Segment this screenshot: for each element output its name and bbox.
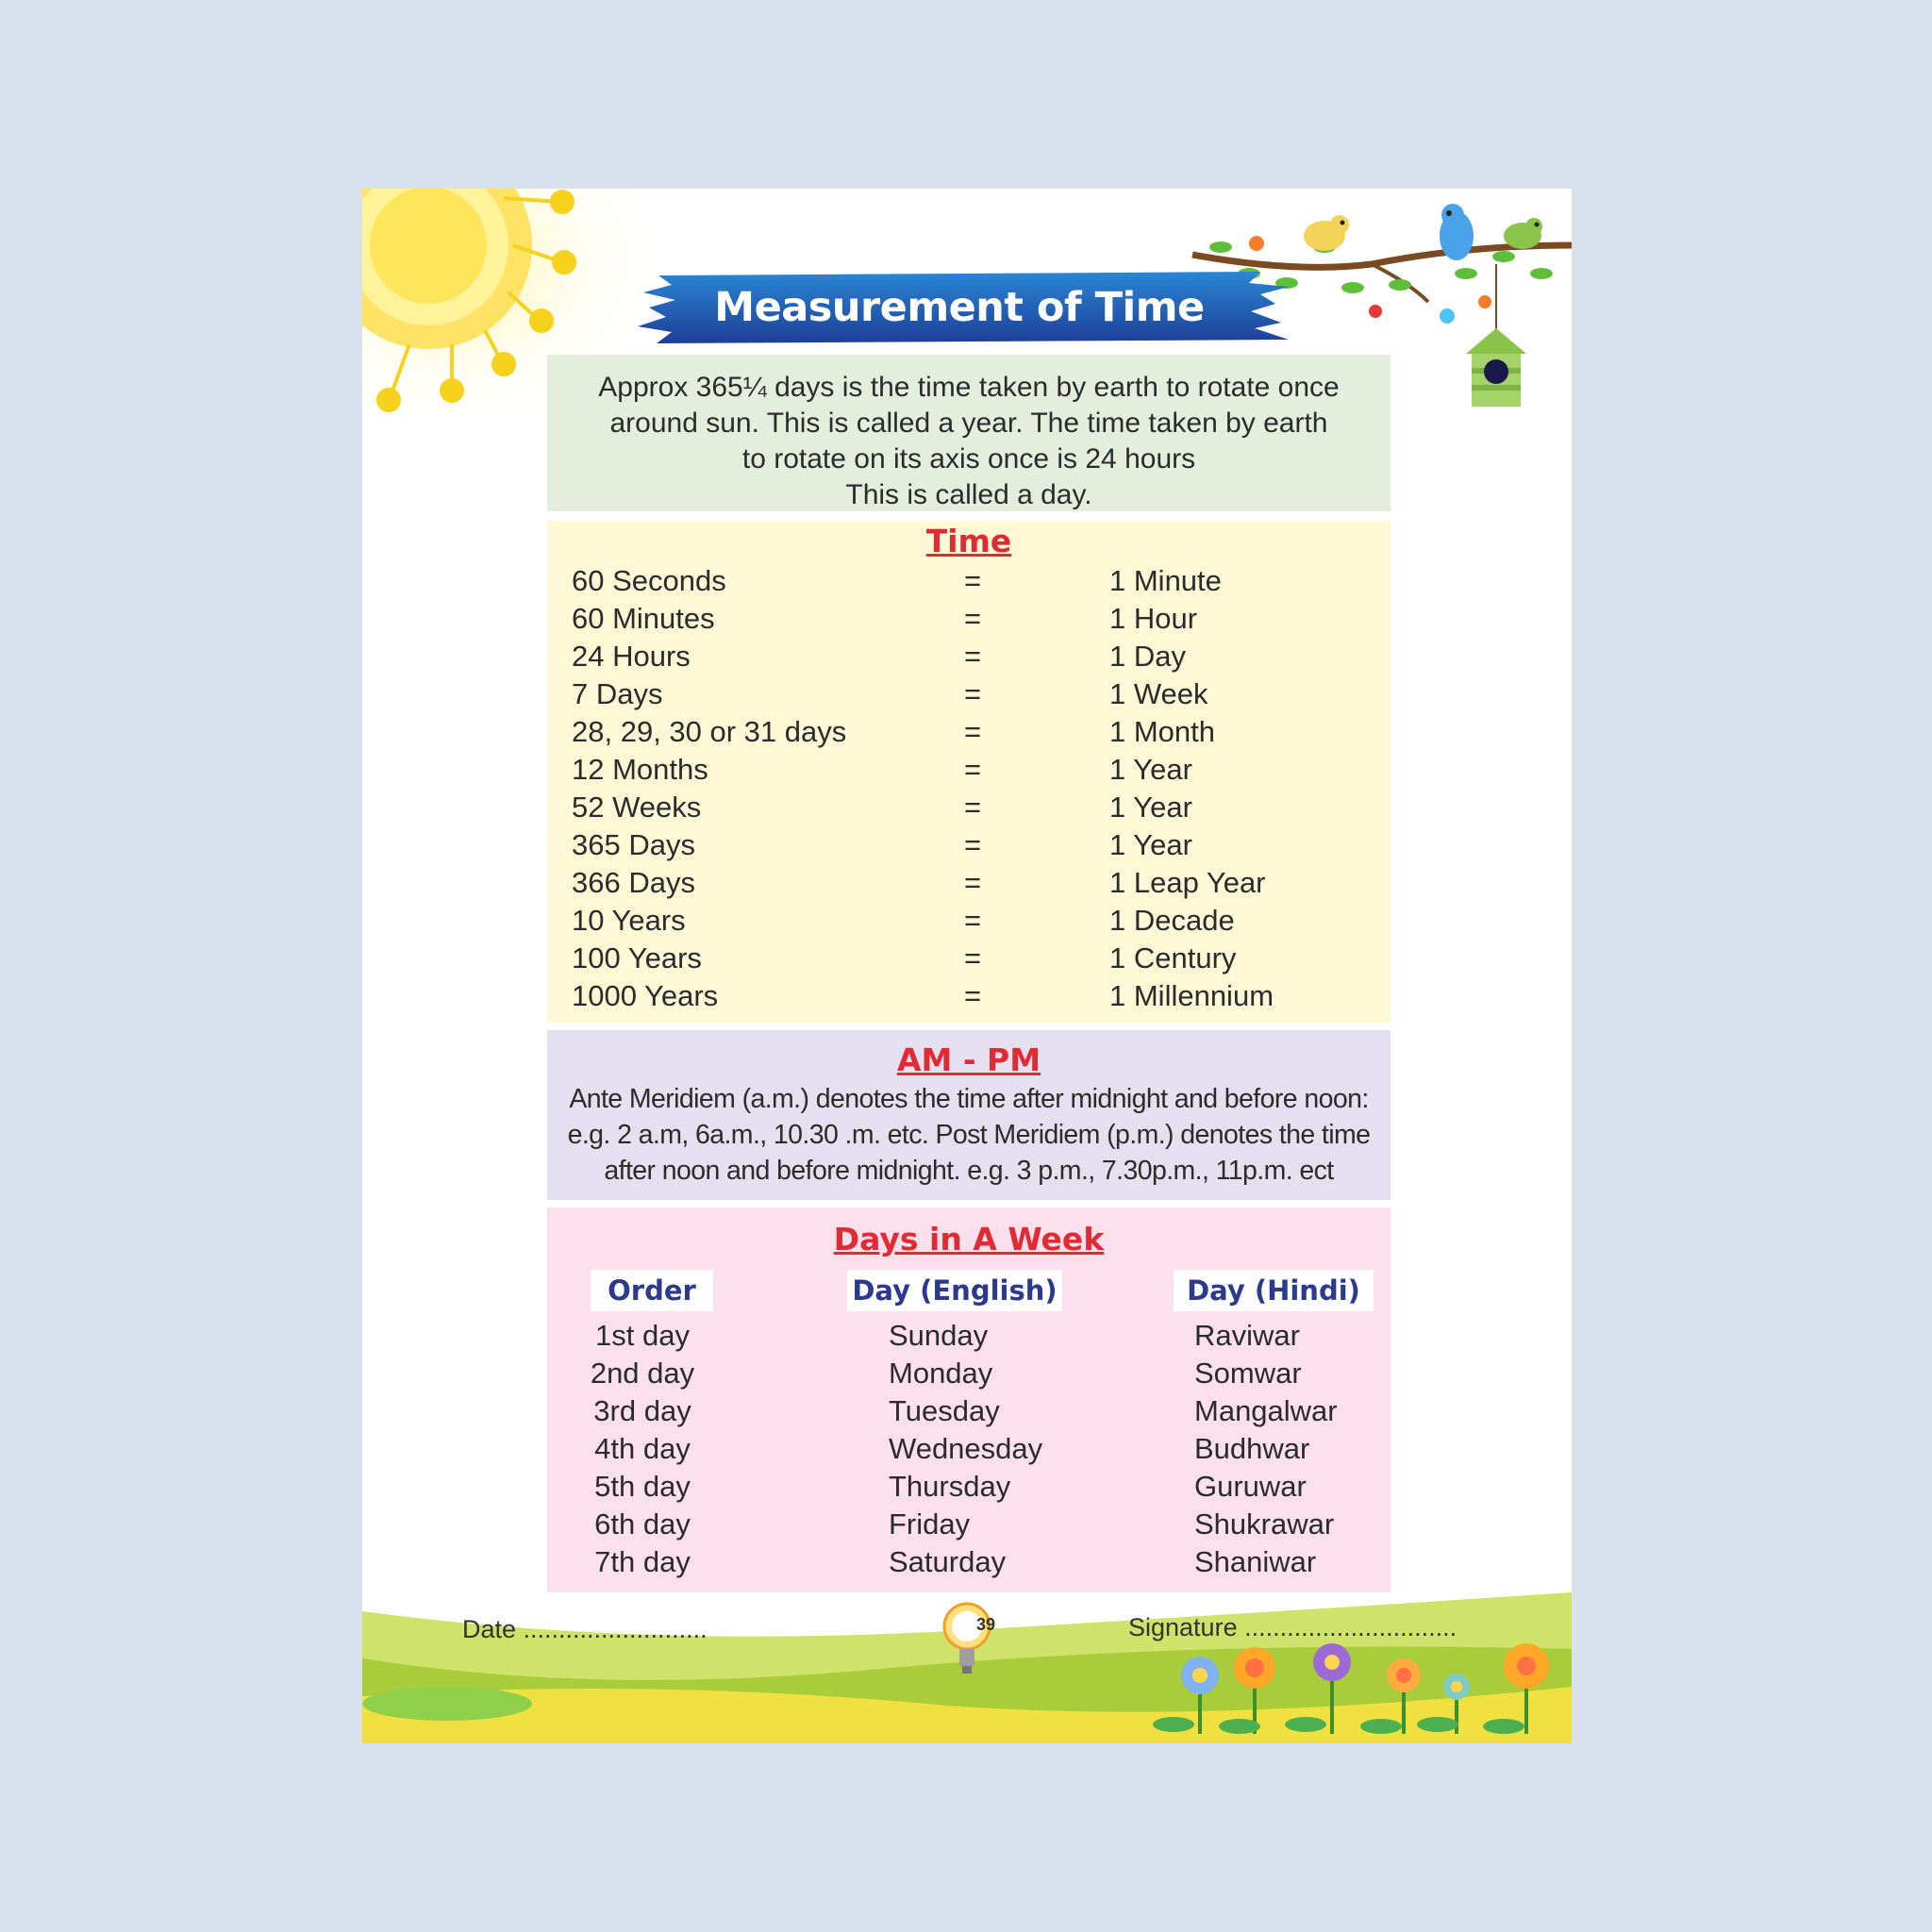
day-hindi: Raviwar bbox=[1194, 1319, 1300, 1352]
days-heading: Days in A Week bbox=[833, 1221, 1105, 1257]
day-hindi: Shaniwar bbox=[1194, 1545, 1317, 1578]
time-rhs: 1 Leap Year bbox=[1109, 866, 1266, 899]
day-hindi: Shukrawar bbox=[1194, 1507, 1335, 1541]
time-lhs: 100 Years bbox=[572, 941, 702, 974]
equals-sign: = bbox=[964, 640, 982, 673]
time-rhs: 1 Month bbox=[1109, 715, 1216, 748]
intro-line: This is called a day. bbox=[845, 479, 1092, 510]
time-lhs: 52 Weeks bbox=[572, 791, 702, 824]
ampm-line: Ante Meridiem (a.m.) denotes the time after midnight and before noon: bbox=[569, 1084, 1369, 1114]
time-rhs: 1 Year bbox=[1109, 828, 1192, 861]
time-row bbox=[547, 904, 1391, 941]
day-english: Friday bbox=[889, 1507, 971, 1541]
time-row bbox=[547, 979, 1391, 1017]
day-row bbox=[547, 1394, 1391, 1432]
day-row bbox=[547, 1470, 1391, 1507]
intro-line: Approx 365¼ days is the time taken by earth to rotate once bbox=[598, 372, 1340, 403]
date-field: Date .......................... bbox=[462, 1615, 708, 1643]
equals-sign: = bbox=[964, 602, 982, 635]
time-lhs: 7 Days bbox=[572, 677, 663, 710]
time-lhs: 28, 29, 30 or 31 days bbox=[572, 715, 847, 748]
day-order: 3rd day bbox=[593, 1394, 691, 1427]
day-hindi: Budhwar bbox=[1194, 1432, 1310, 1465]
signature-field: Signature .............................. bbox=[1128, 1613, 1457, 1641]
equals-sign: = bbox=[964, 904, 982, 937]
ampm-panel bbox=[547, 1030, 1391, 1200]
equals-sign: = bbox=[964, 941, 982, 974]
column-header-english: Day (English) bbox=[847, 1270, 1062, 1311]
time-row bbox=[547, 866, 1391, 904]
intro-line: around sun. This is called a year. The time taken by earth bbox=[609, 408, 1328, 439]
day-order: 7th day bbox=[594, 1545, 691, 1578]
day-hindi: Guruwar bbox=[1194, 1470, 1307, 1503]
ampm-line: after noon and before midnight. e.g. 3 p.m., 7.30p.m., 11p.m. ect bbox=[604, 1156, 1334, 1186]
equals-sign: = bbox=[964, 715, 982, 748]
page-number: 39 bbox=[975, 1615, 996, 1634]
time-row bbox=[547, 828, 1391, 866]
time-rhs: 1 Day bbox=[1109, 640, 1186, 673]
time-lhs: 1000 Years bbox=[572, 979, 719, 1012]
time-row bbox=[547, 564, 1391, 602]
day-order: 1st day bbox=[595, 1319, 690, 1352]
column-header-hindi: Day (Hindi) bbox=[1174, 1270, 1374, 1311]
time-rhs: 1 Year bbox=[1109, 753, 1192, 786]
page-title: Measurement of Time bbox=[714, 284, 1205, 331]
intro-text bbox=[547, 370, 1391, 513]
time-rhs: 1 Year bbox=[1109, 791, 1192, 824]
time-row bbox=[547, 941, 1391, 979]
days-panel bbox=[547, 1208, 1391, 1592]
time-lhs: 60 Minutes bbox=[572, 602, 715, 635]
time-row bbox=[547, 602, 1391, 640]
day-order: 5th day bbox=[594, 1470, 691, 1503]
day-english: Wednesday bbox=[889, 1432, 1043, 1465]
time-lhs: 366 Days bbox=[572, 866, 695, 899]
equals-sign: = bbox=[964, 677, 982, 710]
time-lhs: 24 Hours bbox=[572, 640, 691, 673]
ampm-heading: AM - PM bbox=[896, 1041, 1041, 1078]
equals-sign: = bbox=[964, 753, 982, 786]
day-row bbox=[547, 1432, 1391, 1470]
equals-sign: = bbox=[964, 791, 982, 824]
day-order: 2nd day bbox=[590, 1357, 695, 1390]
equals-sign: = bbox=[964, 979, 982, 1012]
time-rhs: 1 Millennium bbox=[1109, 979, 1274, 1012]
time-lhs: 60 Seconds bbox=[572, 564, 726, 597]
intro-panel bbox=[547, 355, 1391, 511]
day-order: 6th day bbox=[594, 1507, 691, 1541]
time-row bbox=[547, 677, 1391, 715]
day-english: Tuesday bbox=[889, 1394, 1000, 1427]
time-rhs: 1 Hour bbox=[1109, 602, 1198, 635]
day-order: 4th day bbox=[594, 1432, 691, 1465]
worksheet-page bbox=[362, 189, 1572, 1743]
time-lhs: 10 Years bbox=[572, 904, 686, 937]
time-row bbox=[547, 715, 1391, 753]
day-hindi: Mangalwar bbox=[1194, 1394, 1338, 1427]
time-rhs: 1 Minute bbox=[1109, 564, 1222, 597]
time-row bbox=[547, 791, 1391, 828]
day-row bbox=[547, 1545, 1391, 1583]
time-rhs: 1 Century bbox=[1109, 941, 1237, 974]
equals-sign: = bbox=[964, 866, 982, 899]
time-heading: Time bbox=[925, 523, 1012, 559]
ampm-line: e.g. 2 a.m, 6a.m., 10.30 .m. etc. Post Meridiem (p.m.) denotes the time bbox=[567, 1120, 1371, 1150]
time-rhs: 1 Week bbox=[1109, 677, 1208, 710]
day-hindi: Somwar bbox=[1194, 1357, 1302, 1390]
day-english: Thursday bbox=[889, 1470, 1011, 1503]
day-english: Sunday bbox=[889, 1319, 989, 1352]
day-english: Monday bbox=[889, 1357, 993, 1390]
time-row bbox=[547, 753, 1391, 791]
time-row bbox=[547, 640, 1391, 677]
day-row bbox=[547, 1357, 1391, 1394]
time-rhs: 1 Decade bbox=[1109, 904, 1235, 937]
time-panel bbox=[547, 521, 1391, 1023]
column-header-order: Order bbox=[591, 1270, 713, 1311]
time-lhs: 365 Days bbox=[572, 828, 695, 861]
day-english: Saturday bbox=[889, 1545, 1007, 1578]
equals-sign: = bbox=[964, 828, 982, 861]
day-row bbox=[547, 1319, 1391, 1357]
equals-sign: = bbox=[964, 564, 982, 597]
day-row bbox=[547, 1507, 1391, 1545]
time-lhs: 12 Months bbox=[572, 753, 708, 786]
ampm-text bbox=[553, 1081, 1385, 1189]
intro-line: to rotate on its axis once is 24 hours bbox=[741, 443, 1196, 475]
